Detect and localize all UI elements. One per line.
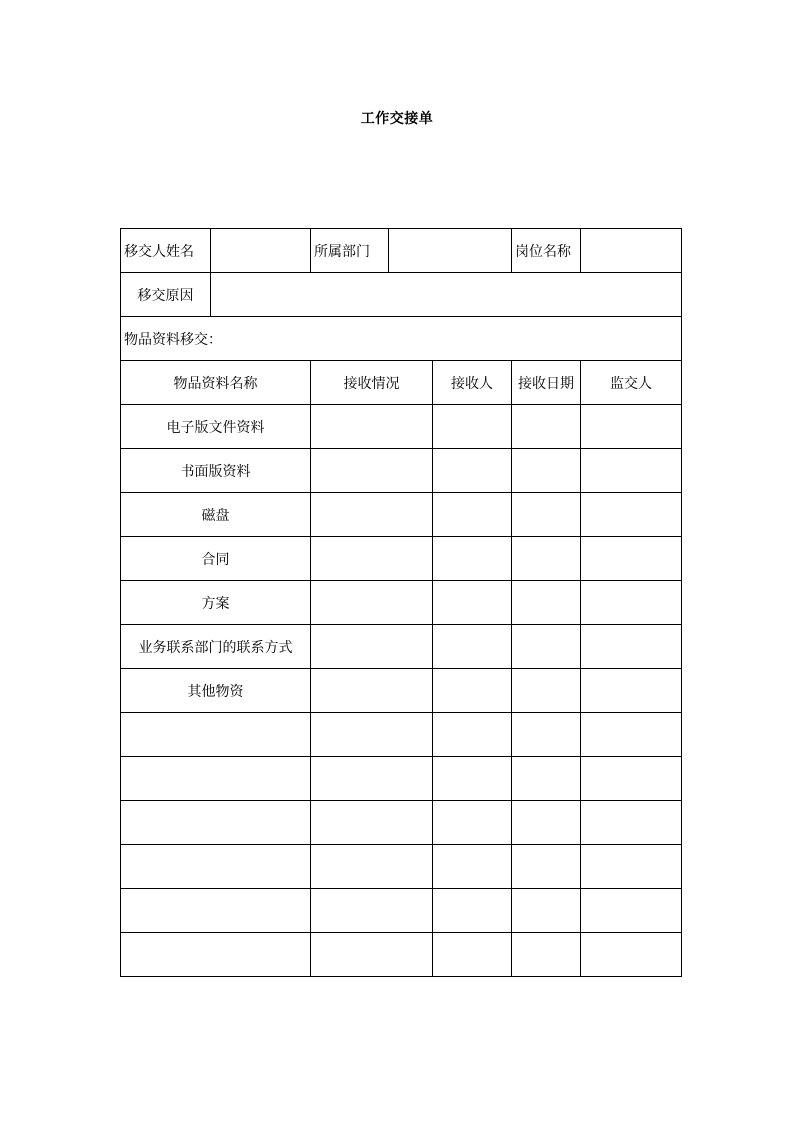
header-row-1: [121, 229, 682, 273]
receiver-cell[interactable]: [433, 405, 512, 449]
receive-date-cell[interactable]: [512, 713, 581, 757]
receive-date-cell[interactable]: [512, 845, 581, 889]
col-header-supervisor: 监交人: [581, 361, 682, 405]
col-header-status: 接收情况: [311, 361, 433, 405]
supervisor-cell[interactable]: [581, 757, 682, 801]
receive-date-cell[interactable]: [512, 405, 581, 449]
table-row: [121, 845, 682, 889]
position-label: 岗位名称: [512, 229, 581, 273]
reason-label: 移交原因: [121, 273, 211, 317]
supervisor-cell[interactable]: [581, 713, 682, 757]
header-row-2: [121, 273, 682, 317]
supervisor-cell[interactable]: [581, 625, 682, 669]
receive-status-cell[interactable]: [311, 889, 433, 933]
receive-status-cell[interactable]: [311, 757, 433, 801]
receive-status-cell[interactable]: [311, 713, 433, 757]
receive-status-cell[interactable]: [311, 669, 433, 713]
col-header-item-name: 物品资料名称: [121, 361, 311, 405]
item-name-cell: [121, 889, 311, 933]
receiver-cell[interactable]: [433, 449, 512, 493]
reason-field[interactable]: [211, 273, 682, 317]
table-row: [121, 889, 682, 933]
item-name-cell: [121, 933, 311, 977]
table-row: [121, 581, 682, 625]
receive-status-cell[interactable]: [311, 581, 433, 625]
receiver-cell[interactable]: [433, 581, 512, 625]
item-name-cell: 电子版文件资料: [121, 405, 311, 449]
receiver-cell[interactable]: [433, 933, 512, 977]
receiver-cell[interactable]: [433, 493, 512, 537]
receiver-cell[interactable]: [433, 757, 512, 801]
items-section-label: 物品资料移交：: [121, 317, 682, 361]
department-label: 所属部门: [311, 229, 389, 273]
col-header-receiver: 接收人: [433, 361, 512, 405]
supervisor-cell[interactable]: [581, 669, 682, 713]
receive-date-cell[interactable]: [512, 933, 581, 977]
item-name-cell: [121, 713, 311, 757]
table-row: [121, 449, 682, 493]
handover-person-field[interactable]: [211, 229, 311, 273]
item-name-cell: 合同: [121, 537, 311, 581]
receive-date-cell[interactable]: [512, 581, 581, 625]
receive-status-cell[interactable]: [311, 625, 433, 669]
supervisor-cell[interactable]: [581, 405, 682, 449]
table-row: [121, 801, 682, 845]
department-field[interactable]: [389, 229, 512, 273]
receive-status-cell[interactable]: [311, 493, 433, 537]
supervisor-cell[interactable]: [581, 537, 682, 581]
table-row: [121, 405, 682, 449]
item-name-cell: 磁盘: [121, 493, 311, 537]
receive-date-cell[interactable]: [512, 889, 581, 933]
receive-date-cell[interactable]: [512, 625, 581, 669]
supervisor-cell[interactable]: [581, 845, 682, 889]
receiver-cell[interactable]: [433, 537, 512, 581]
column-header-row: [121, 361, 682, 405]
receive-date-cell[interactable]: [512, 537, 581, 581]
receive-date-cell[interactable]: [512, 669, 581, 713]
supervisor-cell[interactable]: [581, 449, 682, 493]
table-row: [121, 757, 682, 801]
section-row: [121, 317, 682, 361]
table-row: [121, 933, 682, 977]
supervisor-cell[interactable]: [581, 581, 682, 625]
receive-status-cell[interactable]: [311, 801, 433, 845]
receive-date-cell[interactable]: [512, 493, 581, 537]
supervisor-cell[interactable]: [581, 933, 682, 977]
receive-date-cell[interactable]: [512, 757, 581, 801]
item-name-cell: [121, 801, 311, 845]
receive-status-cell[interactable]: [311, 933, 433, 977]
item-name-cell: 方案: [121, 581, 311, 625]
receive-status-cell[interactable]: [311, 537, 433, 581]
receiver-cell[interactable]: [433, 713, 512, 757]
item-name-cell: 书面版资料: [121, 449, 311, 493]
receiver-cell[interactable]: [433, 801, 512, 845]
item-name-cell: [121, 845, 311, 889]
handover-form-table: [120, 228, 682, 977]
table-row: [121, 669, 682, 713]
receiver-cell[interactable]: [433, 889, 512, 933]
col-header-date: 接收日期: [512, 361, 581, 405]
item-name-cell: 业务联系部门的联系方式: [121, 625, 311, 669]
handover-person-label: 移交人姓名: [121, 229, 211, 273]
supervisor-cell[interactable]: [581, 889, 682, 933]
table-row: [121, 493, 682, 537]
supervisor-cell[interactable]: [581, 801, 682, 845]
receiver-cell[interactable]: [433, 669, 512, 713]
receive-status-cell[interactable]: [311, 405, 433, 449]
table-row: [121, 713, 682, 757]
receive-status-cell[interactable]: [311, 845, 433, 889]
supervisor-cell[interactable]: [581, 493, 682, 537]
position-field[interactable]: [581, 229, 682, 273]
receive-status-cell[interactable]: [311, 449, 433, 493]
table-row: [121, 625, 682, 669]
table-row: [121, 537, 682, 581]
receiver-cell[interactable]: [433, 625, 512, 669]
form-title: 工作交接单: [360, 111, 434, 127]
receive-date-cell[interactable]: [512, 801, 581, 845]
item-name-cell: [121, 757, 311, 801]
receive-date-cell[interactable]: [512, 449, 581, 493]
item-name-cell: 其他物资: [121, 669, 311, 713]
receiver-cell[interactable]: [433, 845, 512, 889]
